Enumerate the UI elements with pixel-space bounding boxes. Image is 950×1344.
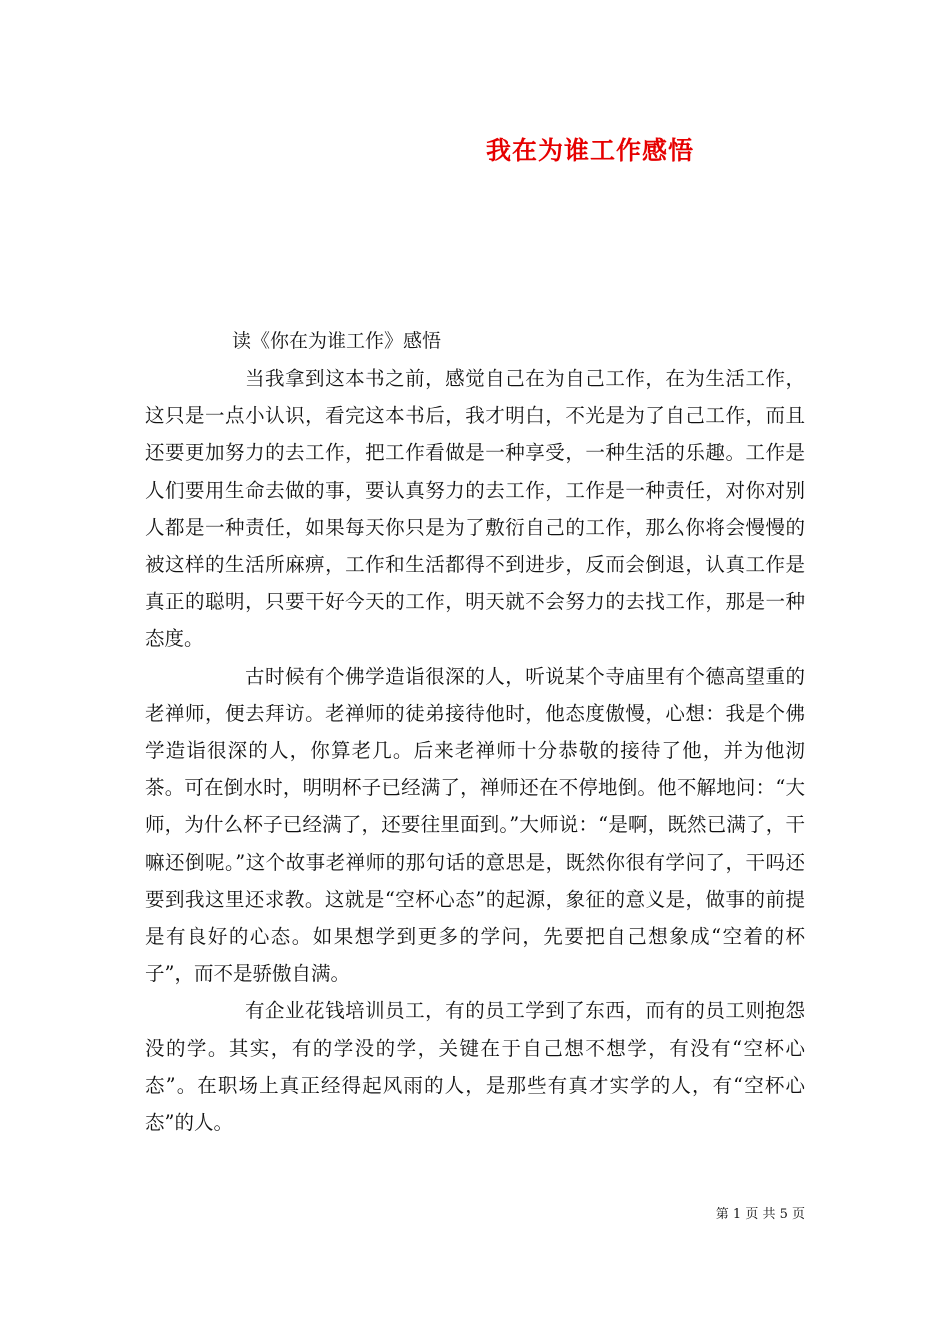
document-subtitle: 读《你在为谁工作》感悟 — [232, 330, 442, 352]
paragraph-1: 当我拿到这本书之前，感觉自己在为自己工作，在为生活工作，这只是一点小认识，看完这本书后，我才明白，不光是为了自己工作，而且还要更加努力的去工作，把工作看做是一种享受，一种生活的乐趣。工作是人们要用生命去做的事，要认真努力的去工作，工作是一种责任，对你对别人都是一种责任，如果每天你只是为了敷衍自己的工作，那么你将会慢慢的被这样的生活所麻痹，工作和生活都得不到进步，反而会倒退，认真工作是真正的聪明，只要干好今天的工作，明天就不会努力的去找工作，那是一种态度。 — [145, 367, 805, 651]
paragraph-3: 有企业花钱培训员工，有的员工学到了东西，而有的员工则抱怨没的学。其实，有的学没的学，关键在于自己想不想学，有没有“空杯心态”。在职场上真正经得起风雨的人，是那些有真才实学的人，有“空杯心态”的人。 — [145, 999, 805, 1135]
document-body — [145, 360, 805, 1141]
document-title: 我在为谁工作感悟 — [485, 136, 694, 165]
page-number-footer: 第 1 页 共 5 页 — [715, 1207, 805, 1222]
paragraph-2: 古时候有个佛学造诣很深的人，听说某个寺庙里有个德高望重的老禅师，便去拜访。老禅师的徒弟接待他时，他态度傲慢，心想：我是个佛学造诣很深的人，你算老几。后来老禅师十分恭敬的接待了他，并为他沏茶。可在倒水时，明明杯子已经满了，禅师还在不停地倒。他不解地问：“大师，为什么杯子已经满了，还要往里面到。”大师说：“是啊，既然已满了，干嘛还倒呢。”这个故事老禅师的那句话的意思是，既然你很有学问了，干吗还要到我这里还求教。这就是“空杯心态”的起源，象征的意义是，做事的前提是有良好的心态。如果想学到更多的学问，先要把自己想象成“空着的杯子”，而不是骄傲自满。 — [145, 664, 805, 986]
